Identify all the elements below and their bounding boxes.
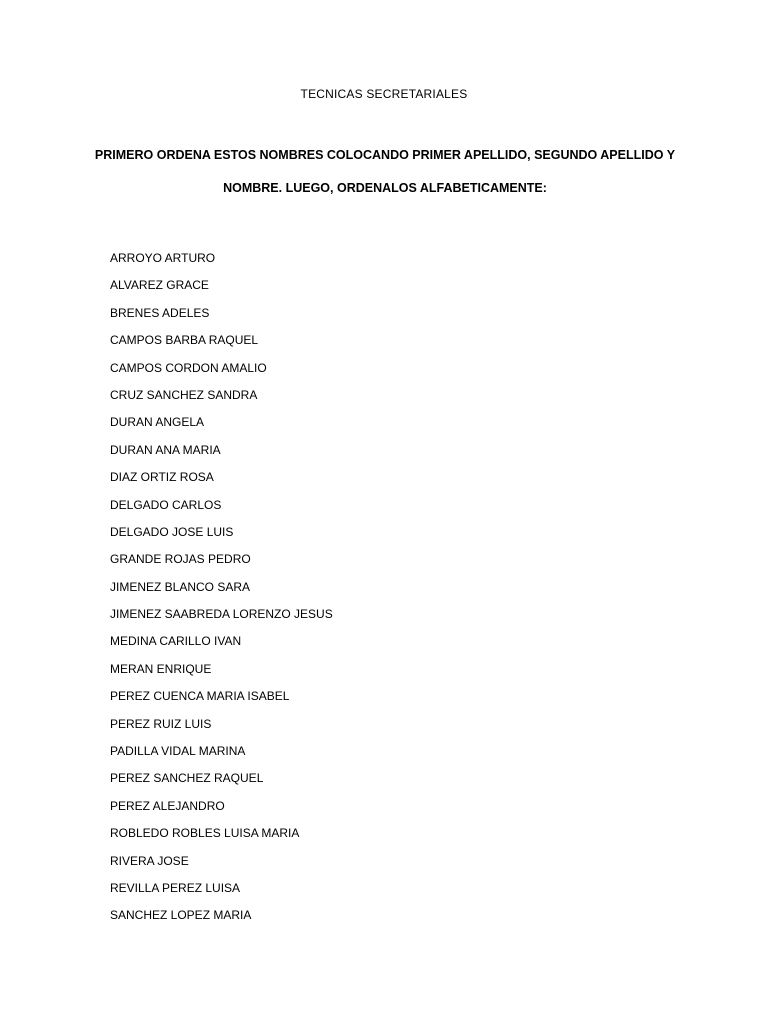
list-item: REVILLA PEREZ LUISA	[110, 880, 241, 895]
list-item: PEREZ RUIZ LUIS	[110, 716, 212, 731]
list-item: DELGADO CARLOS	[110, 497, 222, 512]
list-item: JIMENEZ SAABREDA LORENZO JESUS	[110, 607, 333, 622]
list-item: PADILLA VIDAL MARINA	[110, 744, 246, 759]
name-list	[110, 248, 333, 933]
list-item: ALVAREZ GRACE	[110, 278, 209, 293]
list-item: ARROYO ARTURO	[110, 251, 216, 265]
list-item: CRUZ SANCHEZ SANDRA	[110, 387, 258, 402]
list-item: DURAN ANA MARIA	[110, 442, 221, 457]
list-item: MERAN ENRIQUE	[110, 661, 212, 676]
list-item: PEREZ ALEJANDRO	[110, 798, 225, 813]
list-item: BRENES ADELES	[110, 305, 210, 320]
list-item: GRANDE ROJAS PEDRO	[110, 552, 251, 567]
list-item: SANCHEZ LOPEZ MARIA	[110, 908, 252, 923]
list-item: RIVERA JOSE	[110, 853, 189, 868]
list-item: CAMPOS BARBA RAQUEL	[110, 333, 259, 348]
list-item: DELGADO JOSE LUIS	[110, 524, 234, 539]
list-item: JIMENEZ BLANCO SARA	[110, 579, 251, 594]
list-item: PEREZ SANCHEZ RAQUEL	[110, 771, 264, 786]
list-item: PEREZ CUENCA MARIA ISABEL	[110, 689, 290, 704]
page-title: TECNICAS SECRETARIALES	[300, 87, 468, 101]
list-item: MEDINA CARILLO IVAN	[110, 634, 242, 649]
instructions-line-2: NOMBRE. LUEGO, ORDENALOS ALFABETICAMENTE:	[223, 181, 547, 195]
instructions	[60, 139, 710, 205]
list-item: DIAZ ORTIZ ROSA	[110, 470, 214, 485]
list-item: ROBLEDO ROBLES LUISA MARIA	[110, 826, 300, 841]
list-item: CAMPOS CORDON AMALIO	[110, 360, 267, 375]
list-item: DURAN ANGELA	[110, 415, 205, 430]
instructions-line-1: PRIMERO ORDENA ESTOS NOMBRES COLOCANDO PRIMER APELLIDO, SEGUNDO APELLIDO Y	[94, 148, 676, 162]
